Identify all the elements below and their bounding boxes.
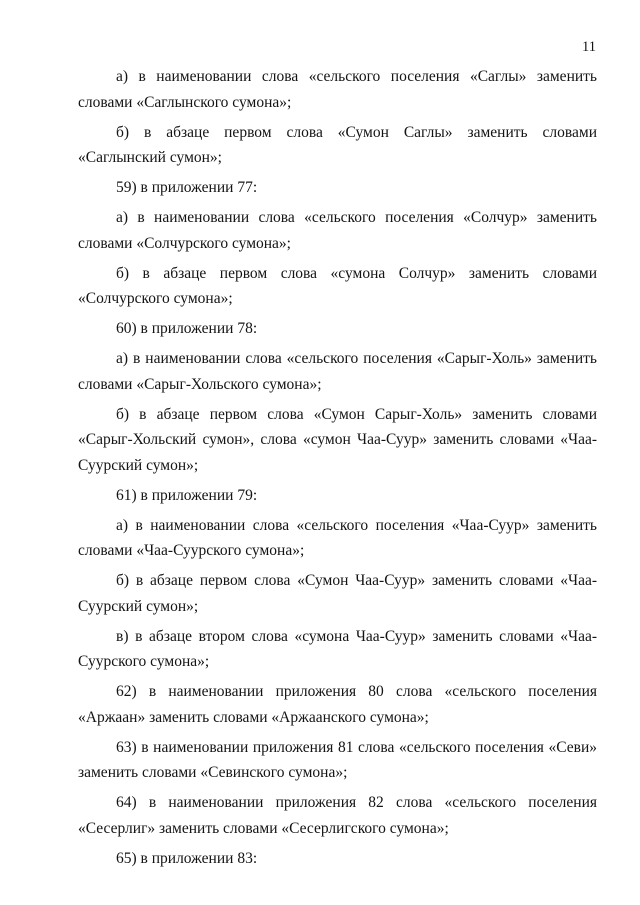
paragraph-62: 62) в наименовании приложения 80 слова «сельского поселения «Аржаан» заменить словами «Аржаанского сумона»; [78, 683, 597, 726]
paragraph-61b: б) в абзаце первом слова «Сумон Чаа-Суур» заменить словами «Чаа-Суурский сумон»; [78, 572, 597, 615]
paragraph-60a: а) в наименовании слова «сельского поселения «Сарыг-Холь» заменить словами «Сарыг-Хольского сумона»; [78, 350, 597, 393]
paragraph-65-heading: 65) в приложении 83: [116, 849, 258, 867]
paragraph-60b: б) в абзаце первом слова «Сумон Сарыг-Холь» заменить словами «Сарыг-Хольский сумон», слова «сумон Чаа-Суур» заменить словами «Чаа-Суурский сумон»; [78, 405, 597, 474]
paragraph-59b: б) в абзаце первом слова «сумона Солчур» заменить словами «Солчурского сумона»; [78, 264, 597, 307]
paragraph-61c: в) в абзаце втором слова «сумона Чаа-Суур» заменить словами «Чаа-Суурского сумона»; [78, 627, 597, 670]
paragraph-59-heading: 59) в приложении 77: [116, 179, 258, 196]
paragraph-63: 63) в наименовании приложения 81 слова «сельского поселения «Севи» заменить словами «Севинского сумона»; [78, 738, 597, 781]
paragraph-64: 64) в наименовании приложения 82 слова «сельского поселения «Сесерлиг» заменить словами «Сесерлигского сумона»; [78, 794, 597, 837]
paragraph-58b: б) в абзаце первом слова «Сумон Саглы» заменить словами «Саглынский сумон»; [78, 123, 597, 166]
paragraph-60-heading: 60) в приложении 78: [116, 320, 258, 337]
paragraph-61-heading: 61) в приложении 79: [116, 486, 258, 504]
paragraph-58a: а) в наименовании слова «сельского поселения «Саглы» заменить словами «Саглынского сумона»; [78, 68, 597, 111]
paragraph-61a: а) в наименовании слова «сельского поселения «Чаа-Суур» заменить словами «Чаа-Суурского сумона»; [78, 516, 597, 559]
paragraph-59a: а) в наименовании слова «сельского поселения «Солчур» заменить словами «Солчурского сумона»; [78, 209, 597, 252]
page-number: 11 [582, 39, 596, 55]
document-body [78, 64, 597, 876]
